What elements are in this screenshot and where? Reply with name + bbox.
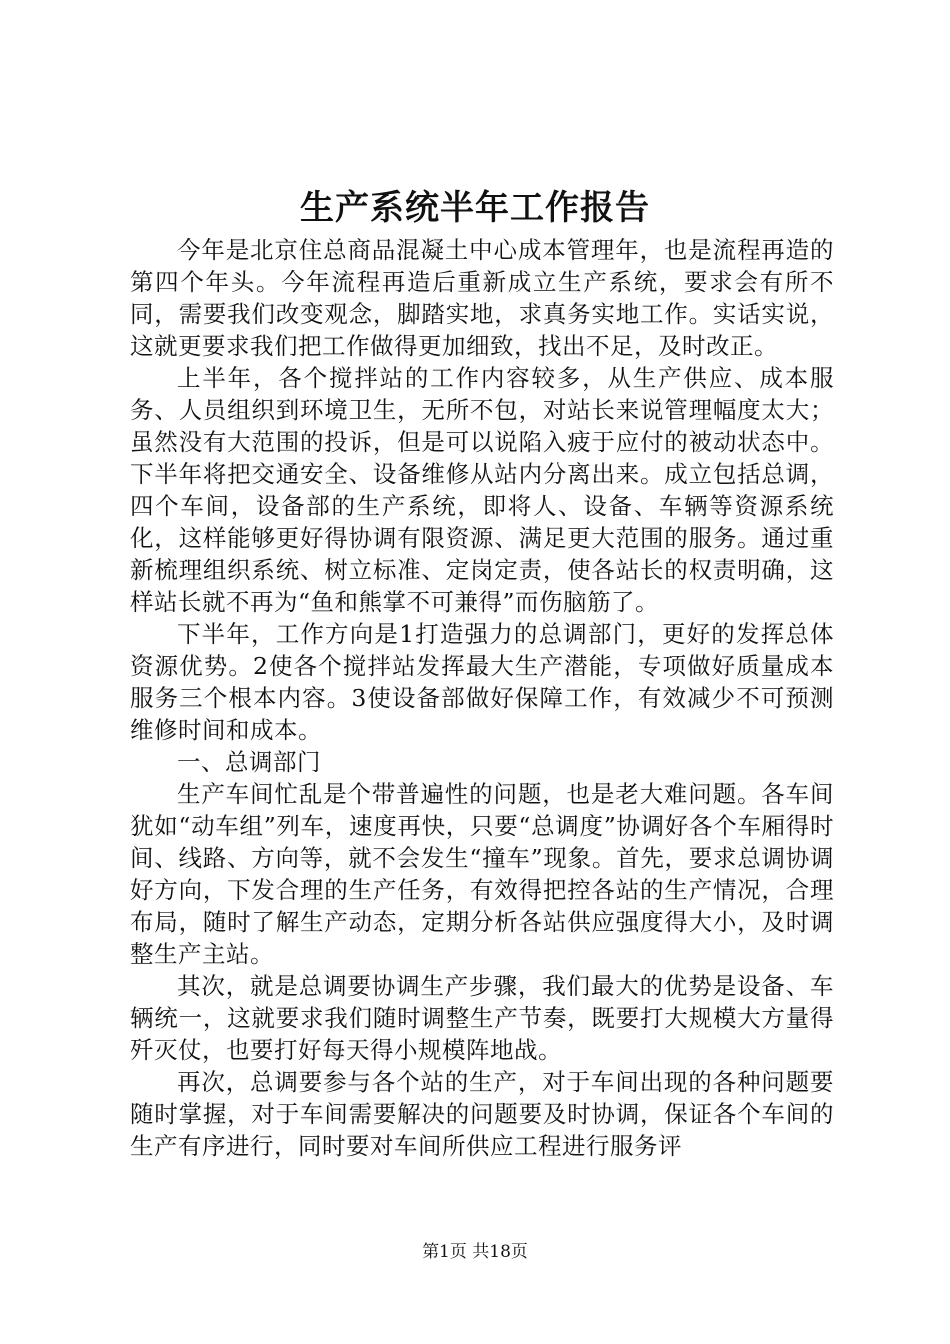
paragraph-second-half-plan: 下半年，工作方向是1打造强力的总调部门，更好的发挥总体资源优势。2使各个搅拌站发挥最大生产潜能，专项做好质量成本服务三个根本内容。3使设备部做好保障工作，有效减少不可预测维修时间和成本。	[130, 620, 834, 744]
paragraph-dispatch-third: 再次，总调要参与各个站的生产，对于车间出现的各种问题要随时掌握，对于车间需要解决的问题要及时协调，保证各个车间的生产有序进行，同时要对车间所供应工程进行服务评	[130, 1068, 834, 1160]
paragraph-intro: 今年是北京住总商品混凝土中心成本管理年，也是流程再造的第四个年头。今年流程再造后重新成立生产系统，要求会有所不同，需要我们改变观念，脚踏实地，求真务实地工作。实话实说，这就更要求我们把工作做得更加细致，找出不足，及时改正。	[130, 236, 834, 360]
document-body	[130, 234, 834, 1162]
paragraph-dispatch-first: 生产车间忙乱是个带普遍性的问题，也是老大难问题。各车间犹如“动车组”列车，速度再快，只要“总调度”协调好各个车厢得时间、线路、方向等，就不会发生“撞车”现象。首先，要求总调协调好方向，下发合理的生产任务，有效得把控各站的生产情况，合理布局，随时了解生产动态，定期分析各站供应强度得大小，及时调整生产主站。	[130, 780, 834, 968]
paragraph-first-half: 上半年，各个搅拌站的工作内容较多，从生产供应、成本服务、人员组织到环境卫生，无所不包，对站长来说管理幅度太大；虽然没有大范围的投诉，但是可以说陷入疲于应付的被动状态中。下半年将把交通安全、设备维修从站内分离出来。成立包括总调，四个车间，设备部的生产系统，即将人、设备、车辆等资源系统化，这样能够更好得协调有限资源、满足更大范围的服务。通过重新梳理组织系统、树立标准、定岗定责，使各站长的权责明确，这样站长就不再为“鱼和熊掌不可兼得”而伤脑筋了。	[130, 364, 834, 616]
document-title: 生产系统半年工作报告	[300, 188, 650, 228]
section-heading-dispatch: 一、总调部门	[177, 748, 321, 776]
page-footer: 第1页 共18页	[422, 1242, 528, 1262]
paragraph-dispatch-second: 其次，就是总调要协调生产步骤，我们最大的优势是设备、车辆统一，这就要求我们随时调整生产节奏，既要打大规模大方量得歼灭仗，也要打好每天得小规模阵地战。	[130, 972, 834, 1064]
